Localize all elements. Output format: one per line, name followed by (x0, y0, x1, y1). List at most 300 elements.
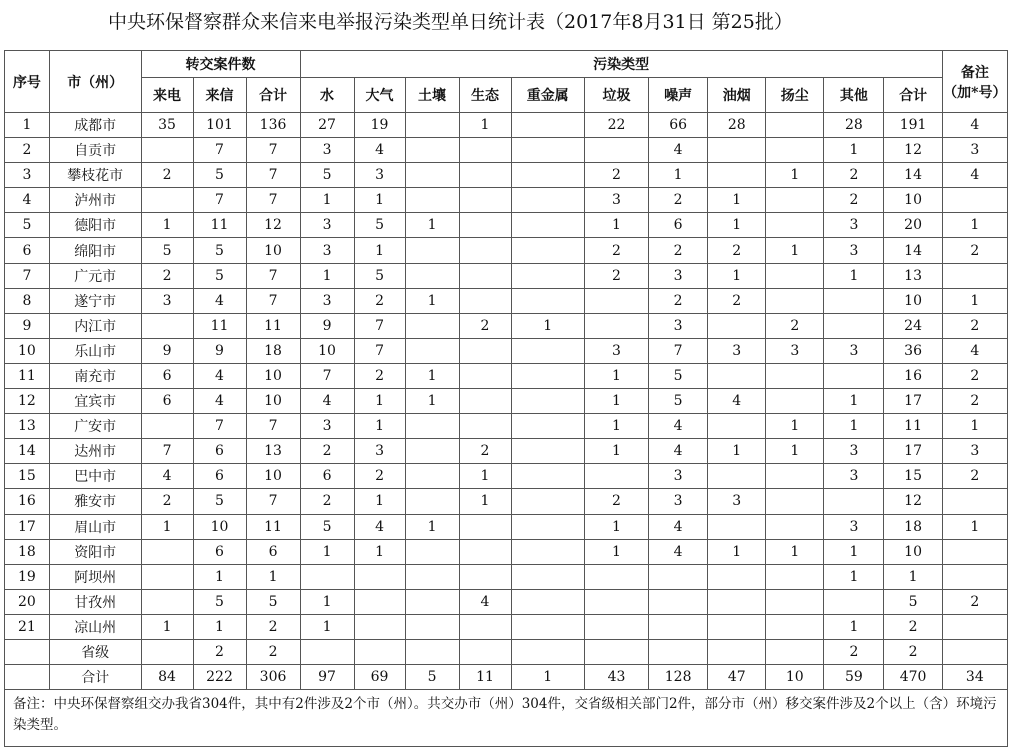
row-value-cell: 7 (246, 138, 300, 163)
row-value-cell (766, 639, 824, 664)
row-seq-cell: 11 (5, 363, 50, 388)
row-value-cell: 7 (246, 288, 300, 313)
table-row (5, 639, 1008, 664)
row-seq-cell: 8 (5, 288, 50, 313)
row-value-cell (459, 288, 511, 313)
row-value-cell: 1 (708, 263, 766, 288)
header-city: 市（州） (49, 51, 141, 113)
row-value-cell: 16 (884, 363, 942, 388)
row-value-cell (511, 489, 584, 514)
row-value-cell: 19 (354, 113, 405, 138)
header-col-10: 油烟 (708, 78, 766, 113)
row-value-cell (141, 414, 193, 439)
header-col-4: 大气 (354, 78, 405, 113)
row-city-cell: 省级 (49, 639, 141, 664)
row-value-cell: 3 (649, 313, 708, 338)
row-value-cell (511, 564, 584, 589)
row-value-cell: 1 (824, 614, 884, 639)
row-value-cell (405, 338, 459, 363)
row-value-cell: 2 (141, 163, 193, 188)
row-value-cell: 1 (824, 564, 884, 589)
row-value-cell: 1 (193, 564, 246, 589)
row-value-cell: 2 (193, 639, 246, 664)
row-value-cell (300, 639, 354, 664)
row-value-cell: 2 (584, 489, 648, 514)
row-value-cell: 3 (354, 439, 405, 464)
row-value-cell: 4 (649, 138, 708, 163)
row-value-cell: 5 (649, 389, 708, 414)
row-value-cell: 136 (246, 113, 300, 138)
row-value-cell (141, 589, 193, 614)
row-value-cell (405, 414, 459, 439)
header-col-11: 扬尘 (766, 78, 824, 113)
header-col-7: 重金属 (511, 78, 584, 113)
row-value-cell: 4 (649, 439, 708, 464)
row-value-cell (708, 564, 766, 589)
row-value-cell (942, 614, 1007, 639)
row-value-cell: 3 (354, 163, 405, 188)
row-value-cell: 7 (246, 163, 300, 188)
row-value-cell: 3 (824, 338, 884, 363)
row-value-cell: 2 (300, 439, 354, 464)
row-value-cell: 10 (300, 338, 354, 363)
row-city-cell: 攀枝花市 (49, 163, 141, 188)
row-value-cell: 1 (766, 439, 824, 464)
row-value-cell: 1 (354, 489, 405, 514)
row-value-cell (405, 113, 459, 138)
header-transfer-group: 转交案件数 (141, 51, 300, 78)
row-value-cell: 6 (141, 363, 193, 388)
row-value-cell (405, 313, 459, 338)
header-col-9: 噪声 (649, 78, 708, 113)
row-seq-cell: 12 (5, 389, 50, 414)
row-value-cell: 66 (649, 113, 708, 138)
row-value-cell (942, 639, 1007, 664)
row-value-cell: 3 (824, 213, 884, 238)
row-value-cell: 2 (942, 313, 1007, 338)
row-value-cell (405, 639, 459, 664)
table-row (5, 564, 1008, 589)
row-value-cell: 1 (405, 363, 459, 388)
row-value-cell (766, 138, 824, 163)
table-row (5, 338, 1008, 363)
row-seq-cell: 13 (5, 414, 50, 439)
row-value-cell: 18 (884, 514, 942, 539)
row-value-cell (354, 589, 405, 614)
row-value-cell: 10 (246, 389, 300, 414)
row-value-cell: 3 (824, 514, 884, 539)
row-value-cell: 22 (584, 113, 648, 138)
row-value-cell (766, 564, 824, 589)
row-value-cell (649, 589, 708, 614)
row-value-cell: 6 (649, 213, 708, 238)
row-value-cell (708, 639, 766, 664)
row-value-cell: 4 (354, 514, 405, 539)
row-city-cell: 成都市 (49, 113, 141, 138)
row-value-cell: 84 (141, 665, 193, 690)
row-value-cell: 7 (246, 263, 300, 288)
row-seq-cell: 16 (5, 489, 50, 514)
row-value-cell: 6 (141, 389, 193, 414)
header-col-8: 垃圾 (584, 78, 648, 113)
row-value-cell: 2 (708, 288, 766, 313)
row-city-cell: 自贡市 (49, 138, 141, 163)
row-value-cell: 1 (354, 389, 405, 414)
row-value-cell (354, 564, 405, 589)
row-value-cell: 1 (584, 439, 648, 464)
row-value-cell: 5 (354, 213, 405, 238)
row-value-cell (459, 564, 511, 589)
row-value-cell: 2 (354, 464, 405, 489)
header-remark (942, 51, 1007, 113)
row-value-cell: 12 (884, 489, 942, 514)
row-value-cell (824, 313, 884, 338)
row-value-cell (141, 138, 193, 163)
row-value-cell: 1 (511, 313, 584, 338)
row-value-cell: 4 (649, 514, 708, 539)
row-value-cell (405, 589, 459, 614)
row-value-cell: 7 (193, 414, 246, 439)
row-value-cell: 1 (824, 414, 884, 439)
row-value-cell: 1 (942, 213, 1007, 238)
row-seq-cell: 20 (5, 589, 50, 614)
row-value-cell: 2 (354, 363, 405, 388)
row-value-cell: 2 (584, 238, 648, 263)
row-value-cell: 1 (766, 414, 824, 439)
row-value-cell: 2 (649, 288, 708, 313)
row-value-cell: 1 (459, 464, 511, 489)
row-value-cell (824, 489, 884, 514)
row-value-cell (511, 213, 584, 238)
row-value-cell (459, 188, 511, 213)
row-value-cell: 47 (708, 665, 766, 690)
row-value-cell (708, 514, 766, 539)
row-value-cell: 1 (584, 363, 648, 388)
row-value-cell: 2 (884, 614, 942, 639)
header-col-2: 合计 (246, 78, 300, 113)
row-value-cell (511, 614, 584, 639)
row-value-cell (511, 639, 584, 664)
row-city-cell: 雅安市 (49, 489, 141, 514)
row-seq-cell (5, 639, 50, 664)
row-value-cell: 191 (884, 113, 942, 138)
row-value-cell (766, 288, 824, 313)
header-col-13: 合计 (884, 78, 942, 113)
row-value-cell (511, 113, 584, 138)
row-value-cell: 1 (766, 238, 824, 263)
row-value-cell: 1 (300, 614, 354, 639)
row-city-cell: 巴中市 (49, 464, 141, 489)
row-value-cell: 2 (942, 389, 1007, 414)
table-row (5, 188, 1008, 213)
row-value-cell (459, 514, 511, 539)
row-value-cell: 470 (884, 665, 942, 690)
table-row (5, 138, 1008, 163)
row-value-cell: 1 (141, 614, 193, 639)
row-value-cell: 10 (884, 288, 942, 313)
row-value-cell: 7 (246, 414, 300, 439)
table-row (5, 163, 1008, 188)
row-value-cell: 4 (193, 389, 246, 414)
row-value-cell: 11 (246, 514, 300, 539)
row-value-cell: 3 (708, 338, 766, 363)
row-value-cell (405, 138, 459, 163)
row-seq-cell: 18 (5, 539, 50, 564)
row-value-cell: 1 (354, 188, 405, 213)
row-value-cell: 3 (766, 338, 824, 363)
row-value-cell: 1 (405, 514, 459, 539)
row-value-cell: 5 (193, 263, 246, 288)
row-value-cell: 24 (884, 313, 942, 338)
row-city-cell: 阿坝州 (49, 564, 141, 589)
row-value-cell (459, 138, 511, 163)
row-value-cell: 43 (584, 665, 648, 690)
row-value-cell: 1 (824, 138, 884, 163)
row-value-cell: 222 (193, 665, 246, 690)
row-seq-cell: 21 (5, 614, 50, 639)
row-value-cell: 13 (246, 439, 300, 464)
row-value-cell (511, 163, 584, 188)
row-value-cell: 2 (459, 439, 511, 464)
row-value-cell: 1 (584, 389, 648, 414)
row-value-cell: 3 (300, 414, 354, 439)
row-value-cell: 1 (824, 389, 884, 414)
header-col-12: 其他 (824, 78, 884, 113)
table-row (5, 539, 1008, 564)
row-value-cell: 10 (193, 514, 246, 539)
table-row (5, 464, 1008, 489)
row-value-cell: 1 (141, 213, 193, 238)
header-col-3: 水 (300, 78, 354, 113)
row-value-cell (766, 363, 824, 388)
row-value-cell: 6 (193, 439, 246, 464)
row-seq-cell: 19 (5, 564, 50, 589)
row-value-cell (141, 313, 193, 338)
row-value-cell (584, 589, 648, 614)
row-value-cell: 3 (649, 464, 708, 489)
row-value-cell: 36 (884, 338, 942, 363)
row-value-cell: 1 (300, 263, 354, 288)
row-value-cell (141, 564, 193, 589)
row-value-cell: 12 (246, 213, 300, 238)
row-value-cell (459, 639, 511, 664)
row-value-cell (708, 589, 766, 614)
row-city-cell: 凉山州 (49, 614, 141, 639)
row-value-cell: 2 (942, 464, 1007, 489)
row-value-cell: 9 (300, 313, 354, 338)
row-value-cell: 1 (942, 288, 1007, 313)
row-value-cell: 4 (459, 589, 511, 614)
row-city-cell: 内江市 (49, 313, 141, 338)
row-value-cell: 1 (942, 514, 1007, 539)
row-value-cell: 14 (884, 163, 942, 188)
row-value-cell: 3 (824, 464, 884, 489)
row-value-cell: 1 (354, 539, 405, 564)
page-title: 中央环保督察群众来信来电举报污染类型单日统计表（2017年8月31日 第25批） (108, 11, 793, 33)
row-value-cell (708, 313, 766, 338)
row-value-cell (511, 539, 584, 564)
row-value-cell (459, 539, 511, 564)
row-value-cell: 7 (300, 363, 354, 388)
row-value-cell (766, 213, 824, 238)
row-value-cell (766, 489, 824, 514)
row-value-cell: 3 (300, 238, 354, 263)
row-city-cell: 达州市 (49, 439, 141, 464)
row-value-cell: 11 (459, 665, 511, 690)
table-row (5, 288, 1008, 313)
row-value-cell (824, 288, 884, 313)
row-value-cell: 10 (246, 363, 300, 388)
row-value-cell: 1 (405, 213, 459, 238)
row-value-cell: 1 (584, 414, 648, 439)
row-value-cell (405, 614, 459, 639)
header-remark-line: （加*号） (943, 84, 1007, 101)
row-value-cell: 7 (354, 338, 405, 363)
row-value-cell: 17 (884, 389, 942, 414)
row-city-cell: 广安市 (49, 414, 141, 439)
row-value-cell (405, 263, 459, 288)
row-value-cell (511, 589, 584, 614)
row-value-cell: 1 (405, 288, 459, 313)
row-value-cell: 5 (246, 589, 300, 614)
header-seq: 序号 (5, 51, 50, 113)
row-value-cell (141, 188, 193, 213)
table-row (5, 514, 1008, 539)
row-value-cell: 10 (766, 665, 824, 690)
row-value-cell: 1 (300, 589, 354, 614)
row-value-cell (511, 464, 584, 489)
row-value-cell (708, 614, 766, 639)
row-seq-cell: 10 (5, 338, 50, 363)
row-value-cell (405, 489, 459, 514)
table-row (5, 614, 1008, 639)
row-value-cell: 7 (649, 338, 708, 363)
row-value-cell: 1 (459, 113, 511, 138)
row-seq-cell: 1 (5, 113, 50, 138)
row-value-cell: 1 (884, 564, 942, 589)
row-value-cell: 4 (942, 113, 1007, 138)
row-value-cell: 3 (584, 188, 648, 213)
row-value-cell (584, 564, 648, 589)
row-value-cell (766, 614, 824, 639)
row-value-cell (511, 338, 584, 363)
row-value-cell: 306 (246, 665, 300, 690)
row-value-cell: 1 (511, 665, 584, 690)
row-value-cell: 11 (193, 213, 246, 238)
row-value-cell: 9 (141, 338, 193, 363)
row-value-cell: 6 (193, 464, 246, 489)
row-value-cell (511, 414, 584, 439)
row-value-cell (405, 539, 459, 564)
row-city-cell: 资阳市 (49, 539, 141, 564)
row-value-cell (459, 163, 511, 188)
row-value-cell (708, 464, 766, 489)
row-value-cell: 5 (193, 589, 246, 614)
row-value-cell: 3 (824, 238, 884, 263)
row-value-cell (405, 439, 459, 464)
row-value-cell (459, 338, 511, 363)
row-value-cell: 5 (649, 363, 708, 388)
row-value-cell: 5 (193, 489, 246, 514)
row-value-cell: 128 (649, 665, 708, 690)
row-city-cell: 甘孜州 (49, 589, 141, 614)
row-value-cell: 5 (193, 163, 246, 188)
row-value-cell: 1 (708, 188, 766, 213)
row-value-cell: 59 (824, 665, 884, 690)
row-value-cell: 1 (824, 539, 884, 564)
row-value-cell (405, 464, 459, 489)
table-row (5, 263, 1008, 288)
subheader-row (5, 78, 1008, 113)
row-value-cell: 6 (246, 539, 300, 564)
table-row (5, 313, 1008, 338)
row-value-cell: 5 (300, 514, 354, 539)
row-value-cell (584, 614, 648, 639)
row-value-cell (405, 163, 459, 188)
row-value-cell: 10 (246, 464, 300, 489)
row-value-cell (459, 614, 511, 639)
table-row (5, 665, 1008, 690)
row-seq-cell: 6 (5, 238, 50, 263)
row-value-cell: 6 (300, 464, 354, 489)
row-value-cell (511, 188, 584, 213)
row-value-cell: 4 (942, 163, 1007, 188)
row-value-cell: 7 (193, 138, 246, 163)
row-value-cell: 15 (884, 464, 942, 489)
table-row (5, 589, 1008, 614)
row-value-cell (766, 113, 824, 138)
row-city-cell: 泸州市 (49, 188, 141, 213)
row-value-cell: 1 (584, 514, 648, 539)
row-value-cell: 2 (649, 188, 708, 213)
row-value-cell (766, 464, 824, 489)
row-value-cell: 28 (708, 113, 766, 138)
row-value-cell (300, 564, 354, 589)
table-row (5, 363, 1008, 388)
row-value-cell: 4 (300, 389, 354, 414)
row-value-cell (459, 213, 511, 238)
row-value-cell: 2 (824, 639, 884, 664)
row-value-cell: 3 (584, 338, 648, 363)
row-value-cell (405, 238, 459, 263)
row-value-cell (141, 639, 193, 664)
row-value-cell: 7 (246, 489, 300, 514)
row-value-cell: 4 (354, 138, 405, 163)
row-value-cell: 1 (708, 213, 766, 238)
row-value-cell: 14 (884, 238, 942, 263)
row-value-cell (766, 389, 824, 414)
row-value-cell: 2 (942, 589, 1007, 614)
row-value-cell: 3 (300, 213, 354, 238)
row-value-cell: 1 (766, 539, 824, 564)
row-value-cell: 2 (459, 313, 511, 338)
table-body (5, 113, 1008, 690)
row-value-cell: 97 (300, 665, 354, 690)
row-value-cell (708, 414, 766, 439)
row-city-cell: 合计 (49, 665, 141, 690)
row-value-cell: 1 (584, 539, 648, 564)
row-value-cell: 9 (193, 338, 246, 363)
header-col-6: 生态 (459, 78, 511, 113)
row-value-cell: 2 (246, 639, 300, 664)
row-value-cell: 1 (459, 489, 511, 514)
row-value-cell: 101 (193, 113, 246, 138)
row-value-cell: 5 (193, 238, 246, 263)
row-value-cell: 5 (354, 263, 405, 288)
row-value-cell: 3 (824, 439, 884, 464)
row-value-cell: 2 (942, 238, 1007, 263)
row-value-cell (584, 138, 648, 163)
